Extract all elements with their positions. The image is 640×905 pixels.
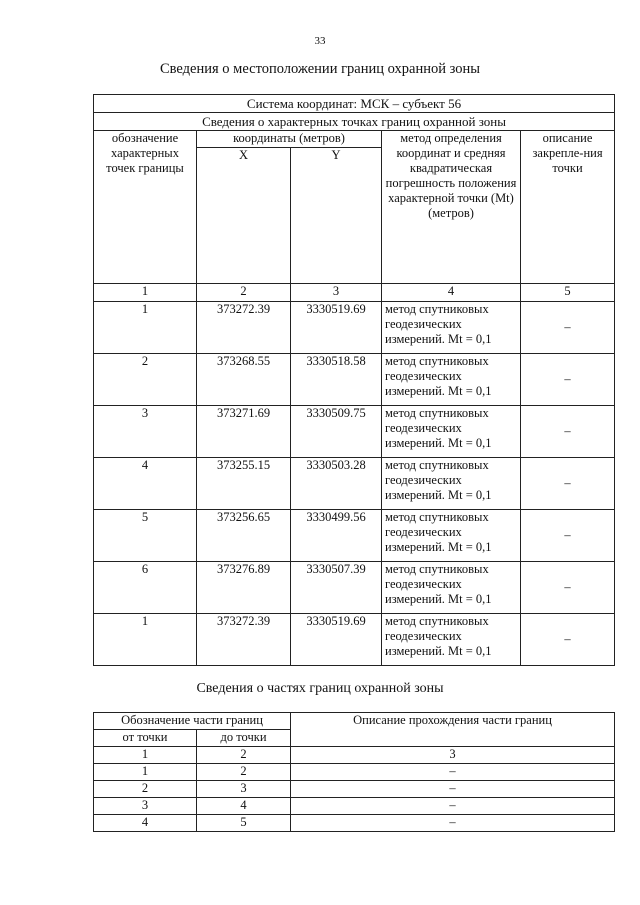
part-desc: – [291,798,615,815]
section-title-parts: Сведения о частях границ охранной зоны [196,681,444,696]
table-row [94,302,615,354]
page-number: 33 [314,35,326,47]
points-subtitle-header: Сведения о характерных точках границ охранной зоны [94,113,615,131]
point-id: 1 [94,614,197,666]
point-id: 4 [94,458,197,510]
method-cell: метод спутниковых геодезических измерений. Mt = 0,1 [382,354,521,406]
from-point: 2 [94,781,197,798]
part-desc: 3 [291,747,615,764]
coord-x: 373255.15 [197,458,291,510]
header-part: Обозначение части границ [94,713,291,730]
coord-y: 3330509.75 [291,406,382,458]
part-desc: – [291,815,615,832]
coord-y: 3330518.58 [291,354,382,406]
header-x: X [197,148,291,284]
coord-x: 373272.39 [197,614,291,666]
header-y: Y [291,148,382,284]
header-to: до точки [197,730,291,747]
coord-x: 373271.69 [197,406,291,458]
coord-y: 3330499.56 [291,510,382,562]
header-desc: Описание прохождения части границ [291,713,615,747]
desc-cell: – [521,614,615,666]
coord-y: 3330507.39 [291,562,382,614]
to-point: 5 [197,815,291,832]
col-number: 5 [521,284,615,302]
desc-cell: – [521,510,615,562]
from-point: 4 [94,815,197,832]
desc-cell: – [521,458,615,510]
from-point: 1 [94,764,197,781]
point-id: 6 [94,562,197,614]
method-cell: метод спутниковых геодезических измерений. Mt = 0,1 [382,562,521,614]
method-cell: метод спутниковых геодезических измерений. Mt = 0,1 [382,614,521,666]
coord-y: 3330503.28 [291,458,382,510]
method-cell: метод спутниковых геодезических измерений. Mt = 0,1 [382,302,521,354]
part-desc: – [291,781,615,798]
method-cell: метод спутниковых геодезических измерений. Mt = 0,1 [382,406,521,458]
col-number: 2 [197,284,291,302]
boundary-points-table [93,94,615,666]
table-row [94,406,615,458]
point-id: 1 [94,302,197,354]
table-row [94,764,615,781]
from-point: 3 [94,798,197,815]
table-row [94,781,615,798]
table-row [94,614,615,666]
method-cell: метод спутниковых геодезических измерений. Mt = 0,1 [382,458,521,510]
table-row [94,798,615,815]
header-designation: обозначение характерных точек границы [94,131,197,284]
table-row [94,510,615,562]
to-point: 2 [197,764,291,781]
header-description: описание закрепле-ния точки [521,131,615,284]
table-row [94,458,615,510]
from-point: 1 [94,747,197,764]
coord-system-header: Система координат: МСК – субъект 56 [94,95,615,113]
table-row [94,354,615,406]
desc-cell: – [521,302,615,354]
point-id: 2 [94,354,197,406]
coord-y: 3330519.69 [291,302,382,354]
coord-x: 373272.39 [197,302,291,354]
desc-cell: – [521,354,615,406]
table-row [94,562,615,614]
coord-y: 3330519.69 [291,614,382,666]
header-coords: координаты (метров) [197,131,382,148]
to-point: 3 [197,781,291,798]
table-row [94,747,615,764]
section-title-boundaries: Сведения о местоположении границ охранной зоны [159,61,480,77]
boundary-parts-table [93,712,615,832]
coord-x: 373276.89 [197,562,291,614]
to-point: 4 [197,798,291,815]
coord-x: 373268.55 [197,354,291,406]
point-id: 3 [94,406,197,458]
header-method: метод определения координат и средняя квадратическая погрешность положения характерной точки (Mt) (метров) [382,131,521,284]
desc-cell: – [521,406,615,458]
method-cell: метод спутниковых геодезических измерений. Mt = 0,1 [382,510,521,562]
col-number: 3 [291,284,382,302]
header-from: от точки [94,730,197,747]
col-number: 1 [94,284,197,302]
to-point: 2 [197,747,291,764]
table-row [94,815,615,832]
part-desc: – [291,764,615,781]
point-id: 5 [94,510,197,562]
coord-x: 373256.65 [197,510,291,562]
col-number: 4 [382,284,521,302]
desc-cell: – [521,562,615,614]
